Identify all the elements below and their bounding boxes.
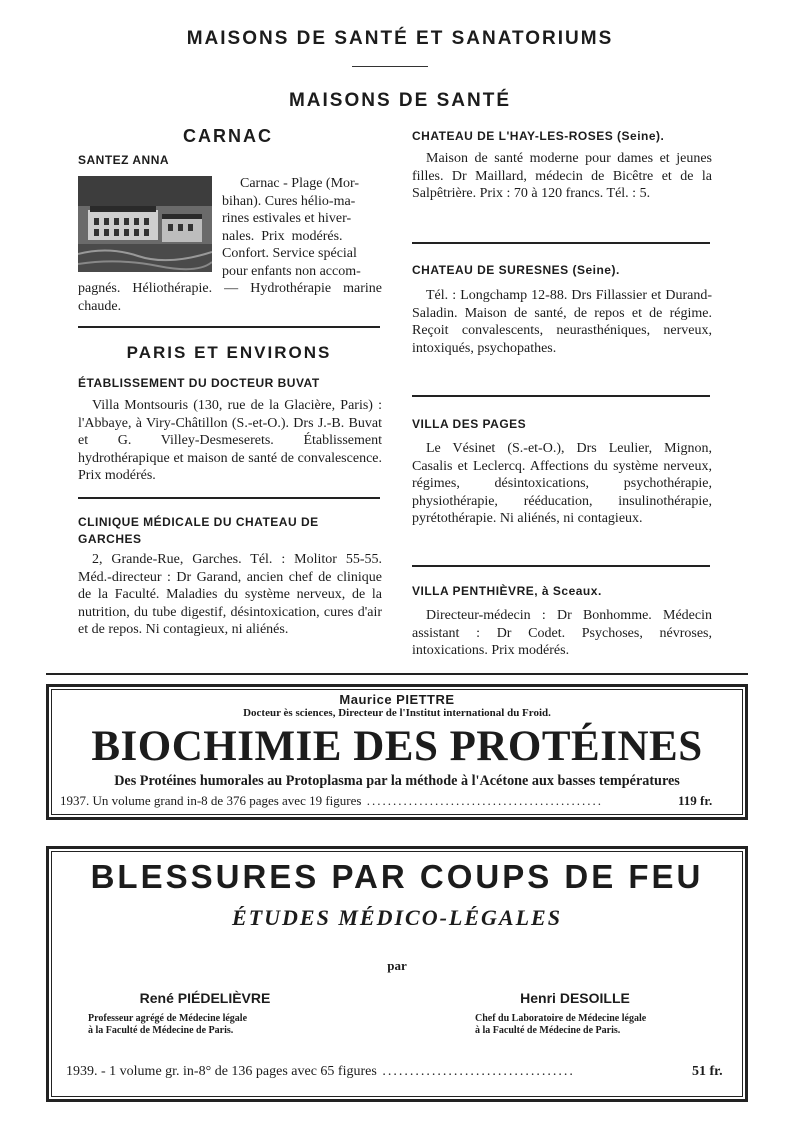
carnac-title: CARNAC <box>183 126 273 146</box>
penthievre-name: VILLA PENTHIÈVRE, à Sceaux. <box>412 584 602 598</box>
ad2-author2-line: Chef du Laboratoire de Médecine légale <box>475 1013 647 1024</box>
carnac-line: Confort. Service spécial <box>222 246 357 261</box>
carnac-line: pour enfants non accom- <box>222 263 361 279</box>
pages-name: VILLA DES PAGES <box>412 417 527 431</box>
ad2-subtitle: ÉTUDES MÉDICO-LÉGALES <box>232 905 562 930</box>
divider <box>412 242 710 244</box>
ad1-subtitle: Des Protéines humorales au Protoplasma par la méthode à l'Acétone aux basses températures <box>114 773 680 789</box>
ad1-edition-line: 1937. Un volume grand in-8 de 376 pages avec 19 figures ............................................. <box>60 793 603 808</box>
divider <box>46 673 748 675</box>
divider <box>412 565 710 567</box>
ad2-title: BLESSURES PAR COUPS DE FEU <box>90 858 704 895</box>
ad2-author2: Henri DESOILLE <box>520 990 630 1006</box>
ad2-author1-affiliation <box>88 1013 247 1037</box>
ad2-par: par <box>387 958 407 973</box>
ad1-price: 119 fr. <box>674 793 712 809</box>
carnac-line: nales. Prix modérés. <box>222 228 343 244</box>
penthievre-description: Directeur-médecin : Dr Bonhomme. Médecin assistant : Dr Codet. Psychoses, névroses, intoxications. Prix modérés. <box>412 608 712 658</box>
carnac-line: rines estivales et hiver- <box>222 211 352 226</box>
carnac-line: Carnac - Plage (Mor- <box>240 176 360 191</box>
garches-name: CLINIQUE MÉDICALE DU CHATEAU DE GARCHES <box>78 515 319 546</box>
suresnes-name: CHATEAU DE SURESNES (Seine). <box>412 263 620 277</box>
pages-description: Le Vésinet (S.-et-O.), Drs Leulier, Mignon, Casalis et Leclercq. Affections du système nerveux, régimes, désintoxications, psychothérapie, physiothérapie, rééducation, insulinothérapie, pyrétothérapie. Ni aliénés, ni contagieux. <box>412 441 712 526</box>
ad1-author: Maurice PIETTRE <box>339 692 455 707</box>
divider <box>78 497 380 499</box>
buvat-description: Villa Montsouris (130, rue de la Glacière, Paris) : l'Abbaye, à Viry-Châtillon (S.-et-O.). Drs J.-B. Buvat et G. Villey-Desmeserets. Établissement hydrothérapique et maison de santé de convalescence. Prix modérés. <box>78 398 382 483</box>
section-title: MAISONS DE SANTÉ <box>288 90 512 111</box>
hay-name: CHATEAU DE L'HAY-LES-ROSES (Seine). <box>412 129 665 143</box>
ad2-author2-line: à la Faculté de Médecine de Paris. <box>475 1025 621 1036</box>
garches-description: 2, Grande-Rue, Garches. Tél. : Molitor 55-55. Méd.-directeur : Dr Garand, ancien chef de clinique de la Faculté. Maladies du système nerveux, de la nutrition, du tube digestif, désintoxication, cures d'air et de repos. Ni contagieux, ni aliénés. <box>78 552 382 637</box>
suresnes-description: Tél. : Longchamp 12-88. Drs Fillassier et Durand-Saladin. Maison de santé, de repos et de régime. Reçoit convalescents, neurasthéniques, nerveux, intoxiqués, psychopathes. <box>412 288 712 356</box>
ad1-author-title: Docteur ès sciences, Directeur de l'Institut international du Froid. <box>243 707 551 719</box>
buvat-name: ÉTABLISSEMENT DU DOCTEUR BUVAT <box>78 376 320 390</box>
ad2-price: 51 fr. <box>688 1064 723 1080</box>
carnac-line: bihan). Cures hélio-ma- <box>222 193 356 209</box>
ad2-author1-line: Professeur agrégé de Médecine légale <box>88 1013 248 1024</box>
divider <box>412 395 710 397</box>
ad2-author1-line: à la Faculté de Médecine de Paris. <box>88 1025 234 1036</box>
paris-environs-title: PARIS ET ENVIRONS <box>126 343 332 362</box>
hay-description: Maison de santé moderne pour dames et jeunes filles. Dr Maillard, médecin de Bicêtre et de la Salpêtrière. Prix : 70 à 120 francs. Tél. : 5. <box>412 151 712 201</box>
carnac-description <box>222 175 382 280</box>
carnac-description-tail: pagnés. Héliothérapie. — Hydrothérapie marine chaude. <box>78 281 382 314</box>
building-engraving-image <box>78 176 212 272</box>
page-header: MAISONS DE SANTÉ ET SANATORIUMS <box>186 28 614 49</box>
ad2-author2-affiliation <box>475 1013 646 1037</box>
ad2-edition: 1939. - 1 volume gr. in-8° de 136 pages avec 65 figures <box>66 1064 377 1079</box>
ad2-author1: René PIÉDELIÈVRE <box>139 990 271 1006</box>
santez-anna-name: SANTEZ ANNA <box>78 153 170 167</box>
divider <box>78 326 380 328</box>
ad1-edition: 1937. Un volume grand in-8 de 376 pages avec 19 figures <box>60 793 362 808</box>
ad2-edition-line: 1939. - 1 volume gr. in-8° de 136 pages avec 65 figures ................................... <box>66 1064 575 1079</box>
ad1-title: BIOCHIMIE DES PROTÉINES <box>91 723 703 770</box>
header-divider <box>352 66 428 67</box>
